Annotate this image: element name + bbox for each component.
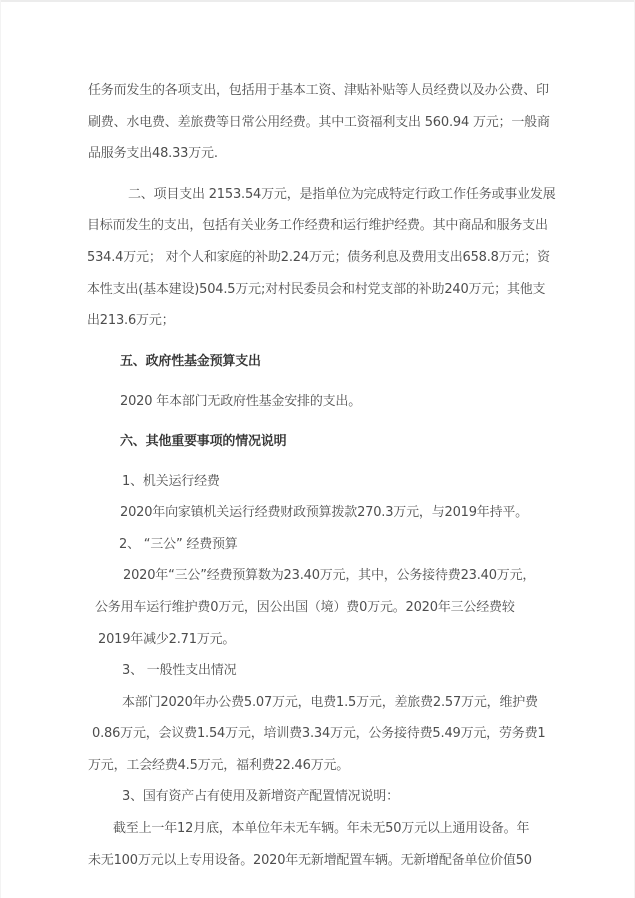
text-line: 目标而发生的支出，包括有关业务工作经费和运行维护经费。其中商品和服务支出	[87, 218, 548, 234]
text-line: 万元，工会经费4.5万元，福利费22.46万元。	[88, 757, 350, 773]
text-line: 截至上一年12月底，本单位年未无车辆。年未无50万元以上通用设备。年	[113, 821, 530, 837]
text-line: 未无100万元以上专用设备。2020年无新增配置车辆。无新增配备单位价值50	[88, 852, 532, 868]
document-paragraph	[87, 179, 635, 337]
text-line: 2020年“三公”经费预算数为23.40万元，其中，公务接待费23.40万元，	[123, 568, 536, 584]
text-line: 出213.6万元；	[87, 313, 175, 329]
text-line: 1、机关运行经费	[122, 473, 220, 489]
document-paragraph	[87, 75, 635, 170]
text-line: 534.4万元； 对个人和家庭的补助2.24万元；债务利息及费用支出658.8万元；资	[87, 249, 550, 265]
text-line: 二、项目支出 2153.54万元，是指单位为完成特定行政工作任务或事业发展	[128, 186, 556, 202]
text-line: 2、 “三公” 经费预算	[119, 536, 238, 552]
text-line: 刷费、水电费、差旅费等日常公用经费。其中工资福利支出 560.94 万元；一般商	[88, 114, 550, 130]
text-line: 3、 一般性支出情况	[122, 663, 237, 679]
text-line: 2019年减少2.71万元。	[98, 631, 236, 647]
text-line: 2020年向家镇机关运行经费财政预算拨款270.3万元，与2019年持平。	[120, 505, 528, 521]
page-top-edge	[0, 0, 635, 2]
text-line: 2020 年本部门无政府性基金安排的支出。	[120, 394, 362, 410]
document-paragraph	[87, 386, 635, 418]
text-line: 本部门2020年办公费5.07万元，电费1.5万元，差旅费2.57万元，维护费	[122, 694, 538, 710]
page-left-edge	[0, 0, 1, 898]
text-line: 品服务支出48.33万元.	[88, 146, 218, 162]
document-heading	[87, 346, 635, 378]
heading-line: 五、政府性基金预算支出	[120, 353, 261, 369]
text-line: 本性支出(基本建设)504.5万元;对村民委员会和村党支部的补助240万元；其他支	[87, 281, 546, 297]
heading-line: 六、其他重要事项的情况说明	[120, 433, 287, 449]
text-line: 公务用车运行维护费0万元，因公出国（境）费0万元。2020年三公经费较	[95, 599, 515, 615]
text-line: 任务而发生的各项支出，包括用于基本工资、津贴补贴等人员经费以及办公费、印	[88, 83, 549, 98]
document-blocks	[87, 75, 635, 898]
text-line: 0.86万元，会议费1.54万元，培训费3.34万元，公务接待费5.49万元，劳务费1	[92, 726, 546, 742]
document-heading	[87, 426, 635, 458]
document-paragraph	[87, 466, 635, 877]
text-line: 3、国有资产占有使用及新增资产配置情况说明：	[122, 789, 399, 805]
